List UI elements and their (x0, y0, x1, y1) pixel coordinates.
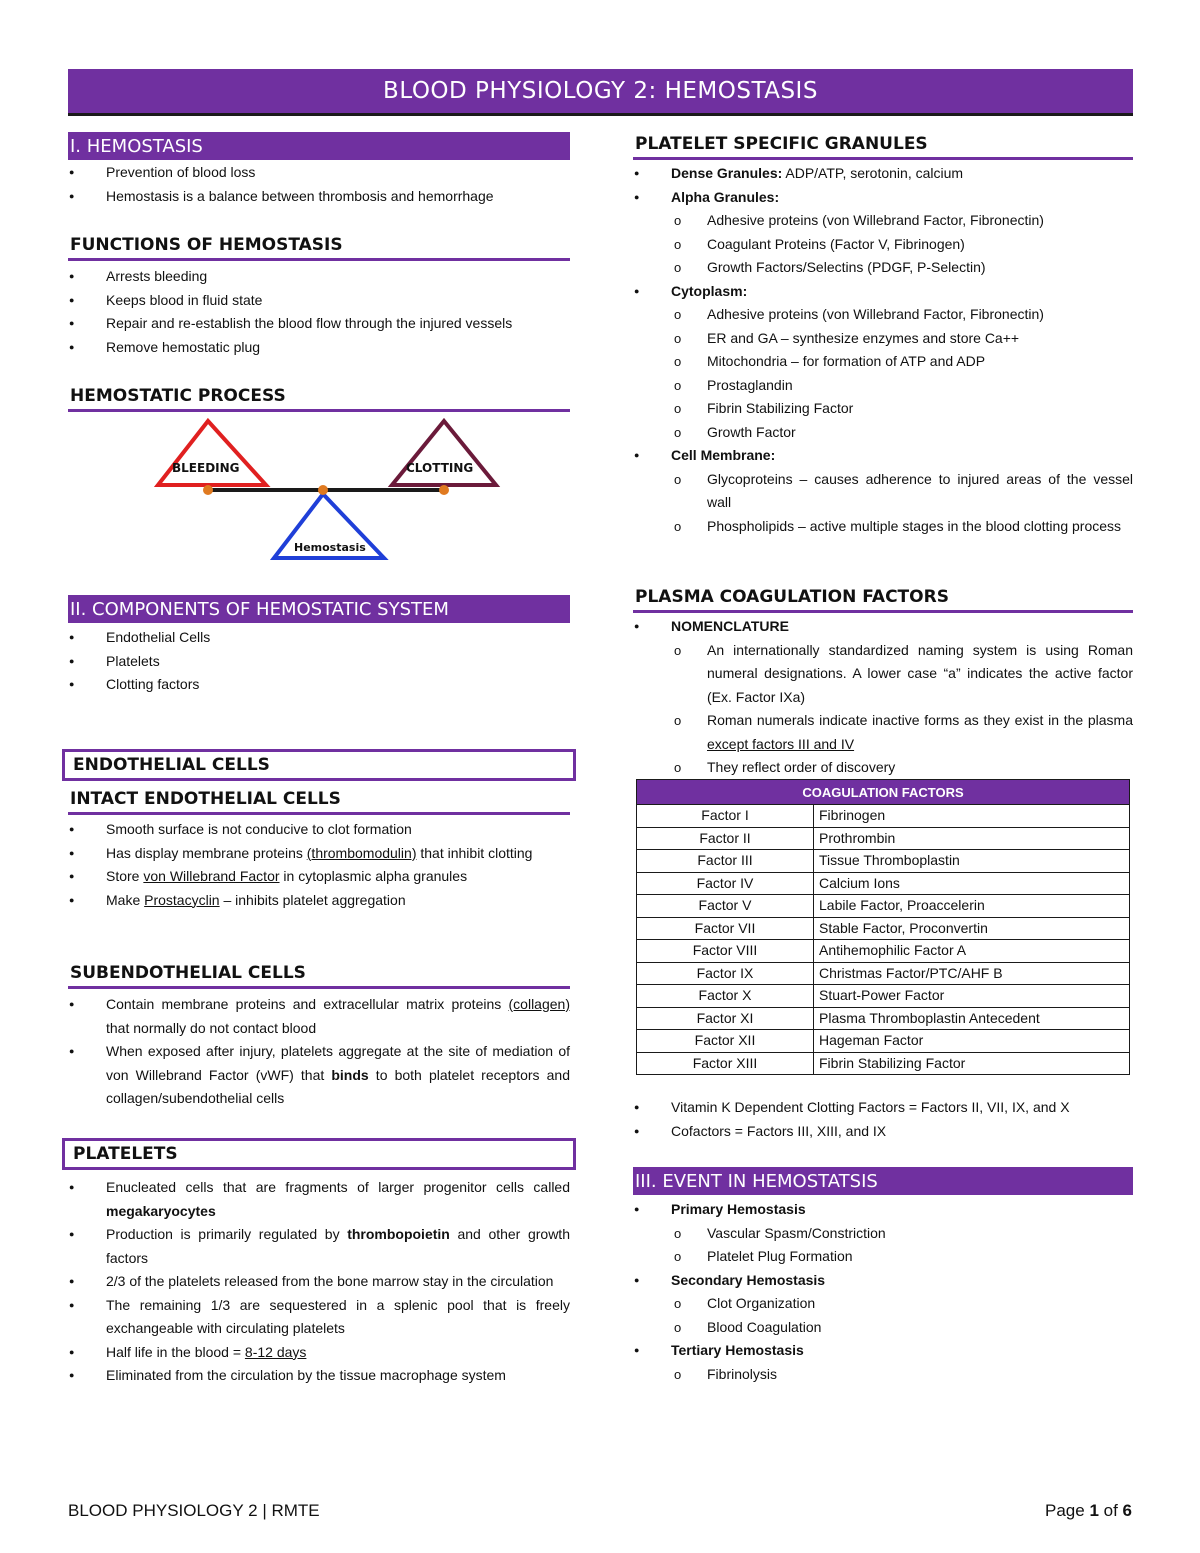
sub-item: o Vascular Spasm/Constriction (671, 1222, 1133, 1246)
factor-name: Fibrin Stabilizing Factor (814, 1052, 1130, 1075)
factor-name: Antihemophilic Factor A (814, 940, 1130, 963)
table-row (637, 895, 1130, 918)
list-item: ● The remaining 1/3 are sequestered in a splenic pool that is freely exchangeable with circulating platelets (68, 1294, 570, 1341)
factor-number: Factor VIII (637, 940, 814, 963)
sub-item: o Prostaglandin (671, 374, 1133, 398)
factor-number: Factor XII (637, 1030, 814, 1053)
section-heading-events: III. EVENT IN HEMOSTATSIS (633, 1167, 1133, 1195)
functions-list (68, 265, 570, 359)
sub-item: o Adhesive proteins (von Willebrand Factor, Fibronectin) (671, 209, 1133, 233)
secondary-sublist (671, 1292, 1133, 1339)
list-item: ● When exposed after injury, platelets aggregate at the site of mediation of von Willebrand Factor (vWF) that binds to both platelet receptors and collagen/subendothelial cells (68, 1040, 570, 1111)
list-item: ● NOMENCLATURE o An internationally standardized naming system is using Roman numeral designations. A lower case “a” indicates the active factor (Ex. Factor IXa) o Roman numerals indicate inactive forms as they exist in the plasma except factors III and IV o They reflect order of discovery (633, 615, 1133, 780)
list-item: ● Hemostasis is a balance between thrombosis and hemorrhage (68, 185, 570, 209)
factor-name: Labile Factor, Proaccelerin (814, 895, 1130, 918)
tertiary-sublist (671, 1363, 1133, 1387)
list-item: ● Cell Membrane: o Glycoproteins – causes adherence to injured areas of the vessel wall o Phospholipids – active multiple stages in the blood clotting process (633, 444, 1133, 538)
hemostasis-label: Hemostasis (294, 541, 366, 554)
granules-heading: PLATELET SPECIFIC GRANULES (633, 132, 1133, 160)
bleeding-triangle (158, 421, 266, 485)
list-item: ● Tertiary Hemostasis o Fibrinolysis (633, 1339, 1133, 1386)
list-item: ● Make Prostacyclin – inhibits platelet aggregation (68, 889, 570, 913)
primary-sublist (671, 1222, 1133, 1269)
factor-number: Factor IV (637, 872, 814, 895)
page-title: BLOOD PHYSIOLOGY 2: HEMOSTASIS (68, 69, 1133, 116)
list-item: ● Has display membrane proteins (thrombomodulin) that inhibit clotting (68, 842, 570, 866)
list-item: ● Dense Granules: ADP/ATP, serotonin, calcium (633, 162, 1133, 186)
list-item: ● Cofactors = Factors III, XIII, and IX (633, 1120, 1133, 1144)
table-row (637, 827, 1130, 850)
sub-item: o Growth Factors/Selectins (PDGF, P-Selectin) (671, 256, 1133, 280)
sub-item: o Coagulant Proteins (Factor V, Fibrinogen) (671, 233, 1133, 257)
sub-item: o ER and GA – synthesize enzymes and store Ca++ (671, 327, 1133, 351)
list-item: ● Production is primarily regulated by thrombopoietin and other growth factors (68, 1223, 570, 1270)
list-item: ● Half life in the blood = 8-12 days (68, 1341, 570, 1365)
list-item: ● Arrests bleeding (68, 265, 570, 289)
sub-item: o Roman numerals indicate inactive forms as they exist in the plasma except factors III and IV (671, 709, 1133, 756)
intact-endothelial-heading: INTACT ENDOTHELIAL CELLS (68, 787, 570, 815)
table-body (637, 805, 1130, 1075)
sub-item: o Glycoproteins – causes adherence to injured areas of the vessel wall (671, 468, 1133, 515)
coagulation-factors-table (636, 779, 1130, 1075)
nomenclature-list (633, 615, 1133, 780)
intact-endothelial-list (68, 818, 570, 912)
section-heading-components: II. COMPONENTS OF HEMOSTATIC SYSTEM (68, 595, 570, 623)
table-row (637, 1030, 1130, 1053)
table-row (637, 962, 1130, 985)
table-row (637, 805, 1130, 828)
functions-heading: FUNCTIONS OF HEMOSTASIS (68, 233, 570, 261)
factor-number: Factor II (637, 827, 814, 850)
list-item: ● Secondary Hemostasis o Clot Organization o Blood Coagulation (633, 1269, 1133, 1340)
endothelial-cells-heading: ENDOTHELIAL CELLS (62, 749, 576, 781)
list-item: ● Remove hemostatic plug (68, 336, 570, 360)
sub-item: o Mitochondria – for formation of ATP and ADP (671, 350, 1133, 374)
factor-name: Calcium Ions (814, 872, 1130, 895)
factor-name: Plasma Thromboplastin Antecedent (814, 1007, 1130, 1030)
table-row (637, 850, 1130, 873)
list-item: ● Keeps blood in fluid state (68, 289, 570, 313)
list-item: ● Endothelial Cells (68, 626, 570, 650)
factor-number: Factor III (637, 850, 814, 873)
alpha-sublist (671, 209, 1133, 280)
plasma-factors-heading: PLASMA COAGULATION FACTORS (633, 585, 1133, 613)
sub-item: o Clot Organization (671, 1292, 1133, 1316)
granules-list (633, 162, 1133, 538)
nomenclature-sublist (671, 639, 1133, 780)
clotting-triangle (392, 421, 496, 485)
list-item: ● Enucleated cells that are fragments of larger progenitor cells called megakaryocytes (68, 1176, 570, 1223)
events-list (633, 1198, 1133, 1386)
cytoplasm-sublist (671, 303, 1133, 444)
list-item: ● Eliminated from the circulation by the tissue macrophage system (68, 1364, 570, 1388)
sub-item: o Phospholipids – active multiple stages in the blood clotting process (671, 515, 1133, 539)
sub-item: o Platelet Plug Formation (671, 1245, 1133, 1269)
hemostasis-list (68, 161, 570, 208)
table-row (637, 940, 1130, 963)
subendothelial-list (68, 993, 570, 1111)
factor-name: Fibrinogen (814, 805, 1130, 828)
hemostatic-process-heading: HEMOSTATIC PROCESS (68, 384, 570, 412)
table-row (637, 1007, 1130, 1030)
list-item: ● Store von Willebrand Factor in cytoplasmic alpha granules (68, 865, 570, 889)
footer-title: BLOOD PHYSIOLOGY 2 | RMTE (68, 1501, 320, 1520)
list-item: ● Platelets (68, 650, 570, 674)
factor-name: Christmas Factor/PTC/AHF B (814, 962, 1130, 985)
cofactor-list (633, 1096, 1133, 1143)
factor-number: Factor IX (637, 962, 814, 985)
factor-name: Tissue Thromboplastin (814, 850, 1130, 873)
clotting-label: CLOTTING (406, 461, 474, 475)
table-row (637, 917, 1130, 940)
factor-number: Factor XI (637, 1007, 814, 1030)
factor-number: Factor V (637, 895, 814, 918)
sub-item: o They reflect order of discovery (671, 756, 1133, 780)
sub-item: o Blood Coagulation (671, 1316, 1133, 1340)
table-row (637, 872, 1130, 895)
factor-name: Prothrombin (814, 827, 1130, 850)
hemostatic-balance-diagram (86, 410, 526, 570)
list-item: ● Clotting factors (68, 673, 570, 697)
sub-item: o Fibrinolysis (671, 1363, 1133, 1387)
pivot-dot (439, 485, 449, 495)
table-row (637, 985, 1130, 1008)
section-heading-hemostasis: I. HEMOSTASIS (68, 132, 570, 160)
list-item: ● Smooth surface is not conducive to clot formation (68, 818, 570, 842)
list-item: ● Primary Hemostasis o Vascular Spasm/Constriction o Platelet Plug Formation (633, 1198, 1133, 1269)
list-item: ● Prevention of blood loss (68, 161, 570, 185)
table-row (637, 1052, 1130, 1075)
factor-number: Factor VII (637, 917, 814, 940)
factor-name: Stuart-Power Factor (814, 985, 1130, 1008)
list-item: ● Repair and re-establish the blood flow through the injured vessels (68, 312, 570, 336)
subendothelial-heading: SUBENDOTHELIAL CELLS (68, 961, 570, 989)
list-item: ● Cytoplasm: o Adhesive proteins (von Willebrand Factor, Fibronectin) o ER and GA – synthesize enzymes and store Ca++ o Mitochondria – for formation of ATP and ADP o Prostaglandin o Fibrin Stabilizing Factor o Growth Factor (633, 280, 1133, 445)
platelets-list (68, 1176, 570, 1388)
platelets-heading: PLATELETS (62, 1138, 576, 1170)
sub-item: o Fibrin Stabilizing Factor (671, 397, 1133, 421)
pivot-dot (318, 485, 328, 495)
list-item: ● 2/3 of the platelets released from the bone marrow stay in the circulation (68, 1270, 570, 1294)
factor-name: Stable Factor, Proconvertin (814, 917, 1130, 940)
factor-number: Factor XIII (637, 1052, 814, 1075)
bleeding-label: BLEEDING (172, 461, 240, 475)
factor-number: Factor I (637, 805, 814, 828)
components-list (68, 626, 570, 697)
membrane-sublist (671, 468, 1133, 539)
factor-number: Factor X (637, 985, 814, 1008)
list-item: ● Alpha Granules: o Adhesive proteins (von Willebrand Factor, Fibronectin) o Coagulant Proteins (Factor V, Fibrinogen) o Growth Factors/Selectins (PDGF, P-Selectin) (633, 186, 1133, 280)
list-item: ● Vitamin K Dependent Clotting Factors = Factors II, VII, IX, and X (633, 1096, 1133, 1120)
sub-item: o An internationally standardized naming system is using Roman numeral designations. A lower case “a” indicates the active factor (Ex. Factor IXa) (671, 639, 1133, 710)
table-header: COAGULATION FACTORS (637, 780, 1130, 805)
factor-name: Hageman Factor (814, 1030, 1130, 1053)
pivot-dot (203, 485, 213, 495)
page-number: Page 1 of 6 (1045, 1501, 1132, 1520)
list-item: ● Contain membrane proteins and extracellular matrix proteins (collagen) that normally do not contact blood (68, 993, 570, 1040)
sub-item: o Adhesive proteins (von Willebrand Factor, Fibronectin) (671, 303, 1133, 327)
sub-item: o Growth Factor (671, 421, 1133, 445)
